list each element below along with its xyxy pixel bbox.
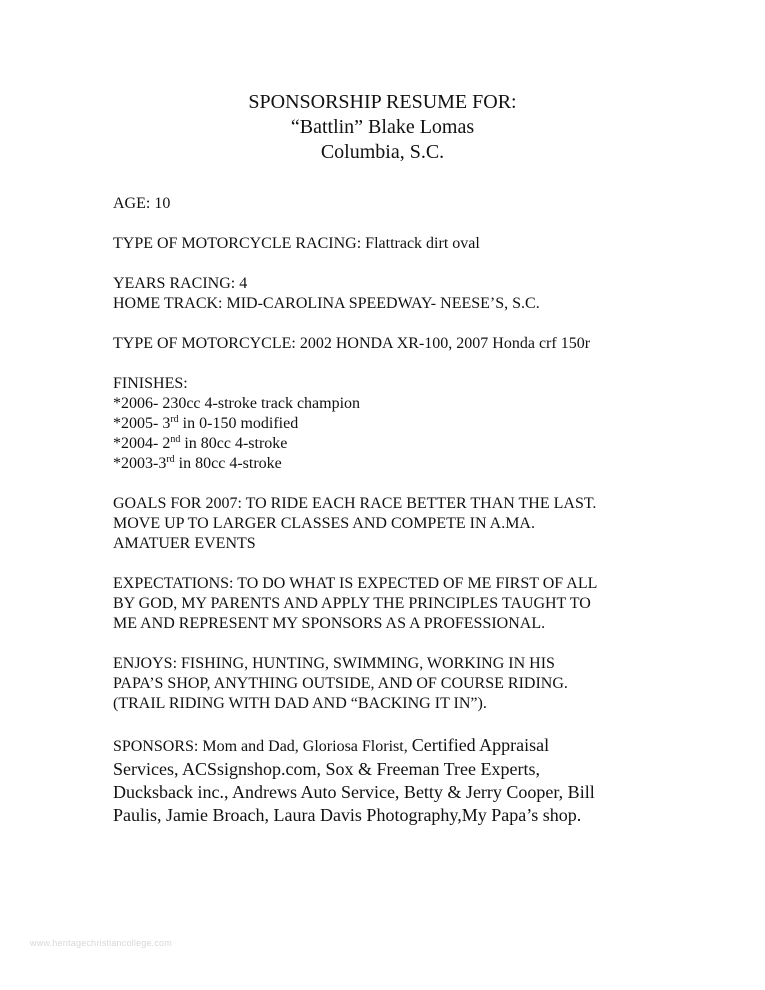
finish-item: *2006- 230cc 4-stroke track champion [113,395,361,412]
finish-item: *2005- 3rd in 0-150 modified [113,414,299,432]
expectations-section [113,574,673,634]
title-line-2: “Battlin” Blake Lomas [290,116,475,138]
age-line: AGE: 10 [113,195,171,212]
sponsors-section [113,734,673,827]
sponsors-line: Paulis, Jamie Broach, Laura Davis Photography,My Papa’s shop. [113,805,582,825]
racing-type-line: TYPE OF MOTORCYCLE RACING: Flattrack dirt oval [113,235,480,252]
watermark-text: www.heritagechristiancollege.com [30,938,172,948]
goals-line: AMATUER EVENTS [113,535,256,552]
enjoys-line: (TRAIL RIDING WITH DAD AND “BACKING IT IN”). [113,695,487,712]
enjoys-line: ENJOYS: FISHING, HUNTING, SWIMMING, WORKING IN HIS [113,655,555,672]
resume-body [113,194,673,827]
finishes-section [113,374,673,474]
sponsors-line: Services, ACSsignshop.com, Sox & Freeman Tree Experts, [113,759,540,779]
title-line-3: Columbia, S.C. [320,141,445,163]
enjoys-section [113,654,673,714]
goals-line: MOVE UP TO LARGER CLASSES AND COMPETE IN A.MA. [113,515,535,532]
title-line-1: SPONSORSHIP RESUME FOR: [248,91,517,113]
home-track-line: HOME TRACK: MID-CAROLINA SPEEDWAY- NEESE’S, S.C. [113,295,540,312]
sponsors-line: SPONSORS: Mom and Dad, Gloriosa Florist, Certified Appraisal [113,735,550,755]
motorcycle-line: TYPE OF MOTORCYCLE: 2002 HONDA XR-100, 2007 Honda crf 150r [113,335,591,352]
finish-item: *2004- 2nd in 80cc 4-stroke [113,434,288,452]
finishes-heading: FINISHES: [113,375,188,392]
enjoys-line: PAPA’S SHOP, ANYTHING OUTSIDE, AND OF COURSE RIDING. [113,675,568,692]
sponsors-line: Ducksback inc., Andrews Auto Service, Betty & Jerry Cooper, Bill [113,782,595,802]
goals-section [113,494,673,554]
finish-item: *2003-3rd in 80cc 4-stroke [113,454,282,472]
expectations-line: ME AND REPRESENT MY SPONSORS AS A PROFESSIONAL. [113,615,546,632]
expectations-line: EXPECTATIONS: TO DO WHAT IS EXPECTED OF ME FIRST OF ALL [113,575,598,592]
goals-line: GOALS FOR 2007: TO RIDE EACH RACE BETTER THAN THE LAST. [113,495,597,512]
document-title [0,90,765,165]
expectations-line: BY GOD, MY PARENTS AND APPLY THE PRINCIPLES TAUGHT TO [113,595,591,612]
years-racing-line: YEARS RACING: 4 [113,275,248,292]
